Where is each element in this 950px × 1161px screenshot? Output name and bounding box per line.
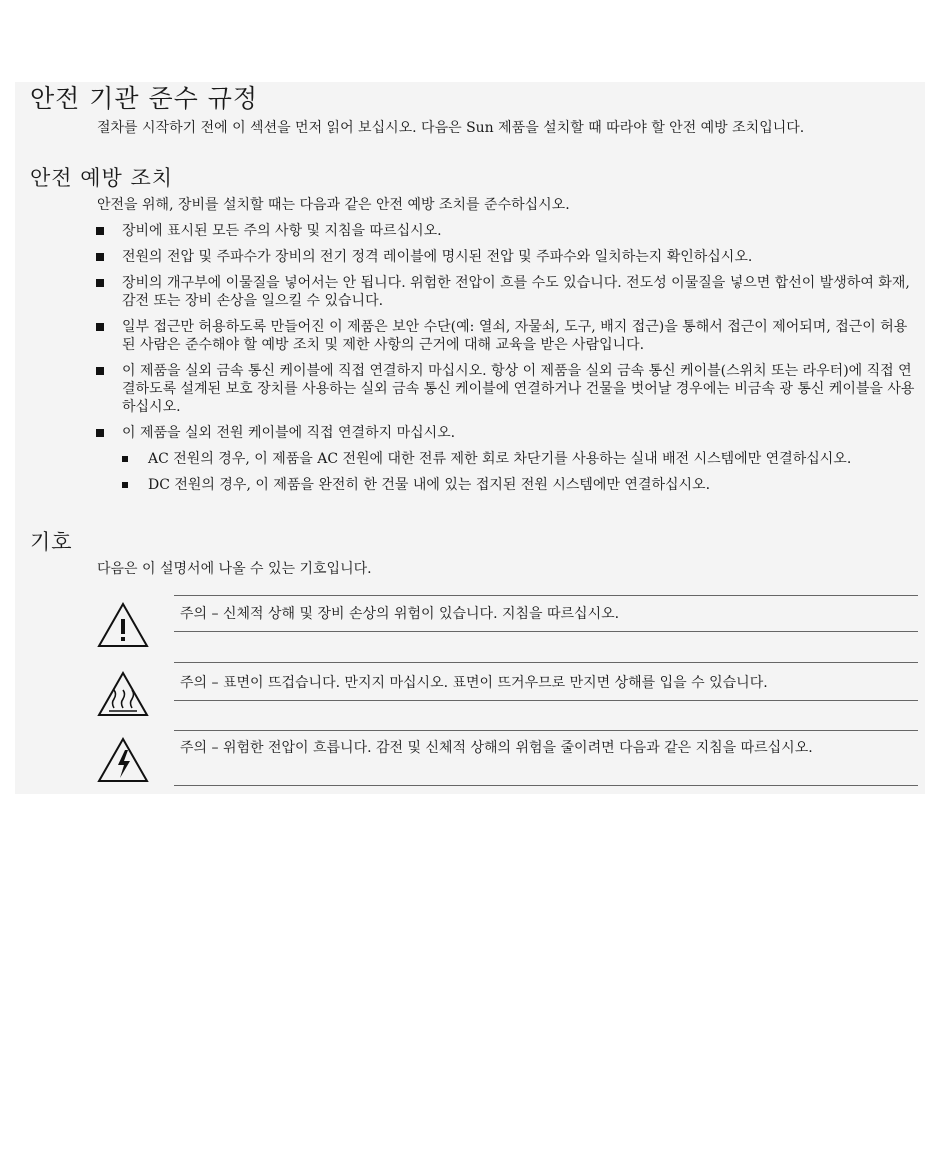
sub-bullet-icon [122, 456, 128, 462]
symbols-heading: 기호 [30, 530, 73, 554]
list-item [96, 318, 916, 354]
notice-bottom-rule [174, 631, 918, 632]
notice-top-rule [174, 730, 918, 731]
sub-list [122, 450, 916, 494]
list-item-text: 전원의 전압 및 주파수가 장비의 전기 정격 레이블에 명시된 전압 및 주파수와 일치하는지 확인하십시오. [122, 249, 753, 265]
list-item [96, 424, 916, 494]
list-item-text: 이 제품을 실외 금속 통신 케이블에 직접 연결하지 마십시오. 항상 이 제품을 실외 금속 통신 케이블(스위치 또는 라우터)에 직접 연결하도록 설계된 보호 장치를 사용하는 실외 금속 통신 케이블에 연결하거나 건물을 벗어날 경우에는 비금속 광 통신 케이블을 사용하십시오. [122, 363, 915, 415]
sub-list-item-text: AC 전원의 경우, 이 제품을 AC 전원에 대한 전류 제한 회로 차단기를 사용하는 실내 배전 시스템에만 연결하십시오. [148, 451, 852, 467]
page-title: 안전 기관 준수 규정 [30, 84, 259, 113]
notice-text: 주의 – 위험한 전압이 흐릅니다. 감전 및 신체적 상해의 위험을 줄이려면 다음과 같은 지침을 따르십시오. [180, 740, 813, 756]
notice-top-rule [174, 595, 918, 596]
intro-paragraph: 절차를 시작하기 전에 이 섹션을 먼저 읽어 보십시오. 다음은 Sun 제품을 설치할 때 따라야 할 안전 예방 조치입니다. [97, 120, 805, 136]
bullet-icon [96, 279, 104, 287]
sub-bullet-icon [122, 482, 128, 488]
list-item [96, 248, 916, 266]
bullet-icon [96, 227, 104, 235]
list-item [96, 274, 916, 310]
caution-notice-electrical [96, 730, 918, 790]
list-item-text: 장비에 표시된 모든 주의 사항 및 지침을 따르십시오. [122, 223, 442, 239]
bullet-icon [96, 253, 104, 261]
sub-list-item [122, 476, 916, 494]
list-item [96, 362, 916, 416]
symbols-intro: 다음은 이 설명서에 나올 수 있는 기호입니다. [97, 561, 372, 577]
hot-surface-icon [96, 670, 150, 718]
list-item-text: 이 제품을 실외 전원 케이블에 직접 연결하지 마십시오. [122, 425, 456, 441]
caution-notice-general [96, 595, 918, 665]
precautions-list [96, 222, 916, 494]
notice-text: 주의 – 신체적 상해 및 장비 손상의 위험이 있습니다. 지침을 따르십시오. [180, 606, 620, 622]
notice-text: 주의 – 표면이 뜨겁습니다. 만지지 마십시오. 표면이 뜨거우므로 만지면 상해를 입을 수 있습니다. [180, 675, 768, 691]
sub-list-item [122, 450, 916, 468]
bullet-icon [96, 367, 104, 375]
electrical-hazard-icon [96, 736, 150, 784]
precautions-heading: 안전 예방 조치 [30, 166, 174, 190]
notice-top-rule [174, 662, 918, 663]
bullet-icon [96, 429, 104, 437]
bullet-icon [96, 323, 104, 331]
general-caution-icon [96, 601, 150, 649]
sub-list-item-text: DC 전원의 경우, 이 제품을 완전히 한 건물 내에 있는 접지된 전원 시스템에만 연결하십시오. [148, 477, 711, 493]
notice-bottom-rule [174, 700, 918, 701]
notice-bottom-rule [174, 785, 918, 786]
caution-notice-hot [96, 662, 918, 732]
precautions-intro: 안전을 위해, 장비를 설치할 때는 다음과 같은 안전 예방 조치를 준수하십시오. [97, 197, 570, 213]
list-item-text: 장비의 개구부에 이물질을 넣어서는 안 됩니다. 위험한 전압이 흐를 수도 있습니다. 전도성 이물질을 넣으면 합선이 발생하여 화재, 감전 또는 장비 손상을 일으킬 수 있습니다. [122, 275, 910, 309]
list-item [96, 222, 916, 240]
list-item-text: 일부 접근만 허용하도록 만들어진 이 제품은 보안 수단(예: 열쇠, 자물쇠, 도구, 배지 접근)을 통해서 접근이 제어되며, 접근이 허용된 사람은 준수해야 할 예방 조치 및 제한 사항의 근거에 대해 교육을 받은 사람입니다. [122, 319, 908, 353]
